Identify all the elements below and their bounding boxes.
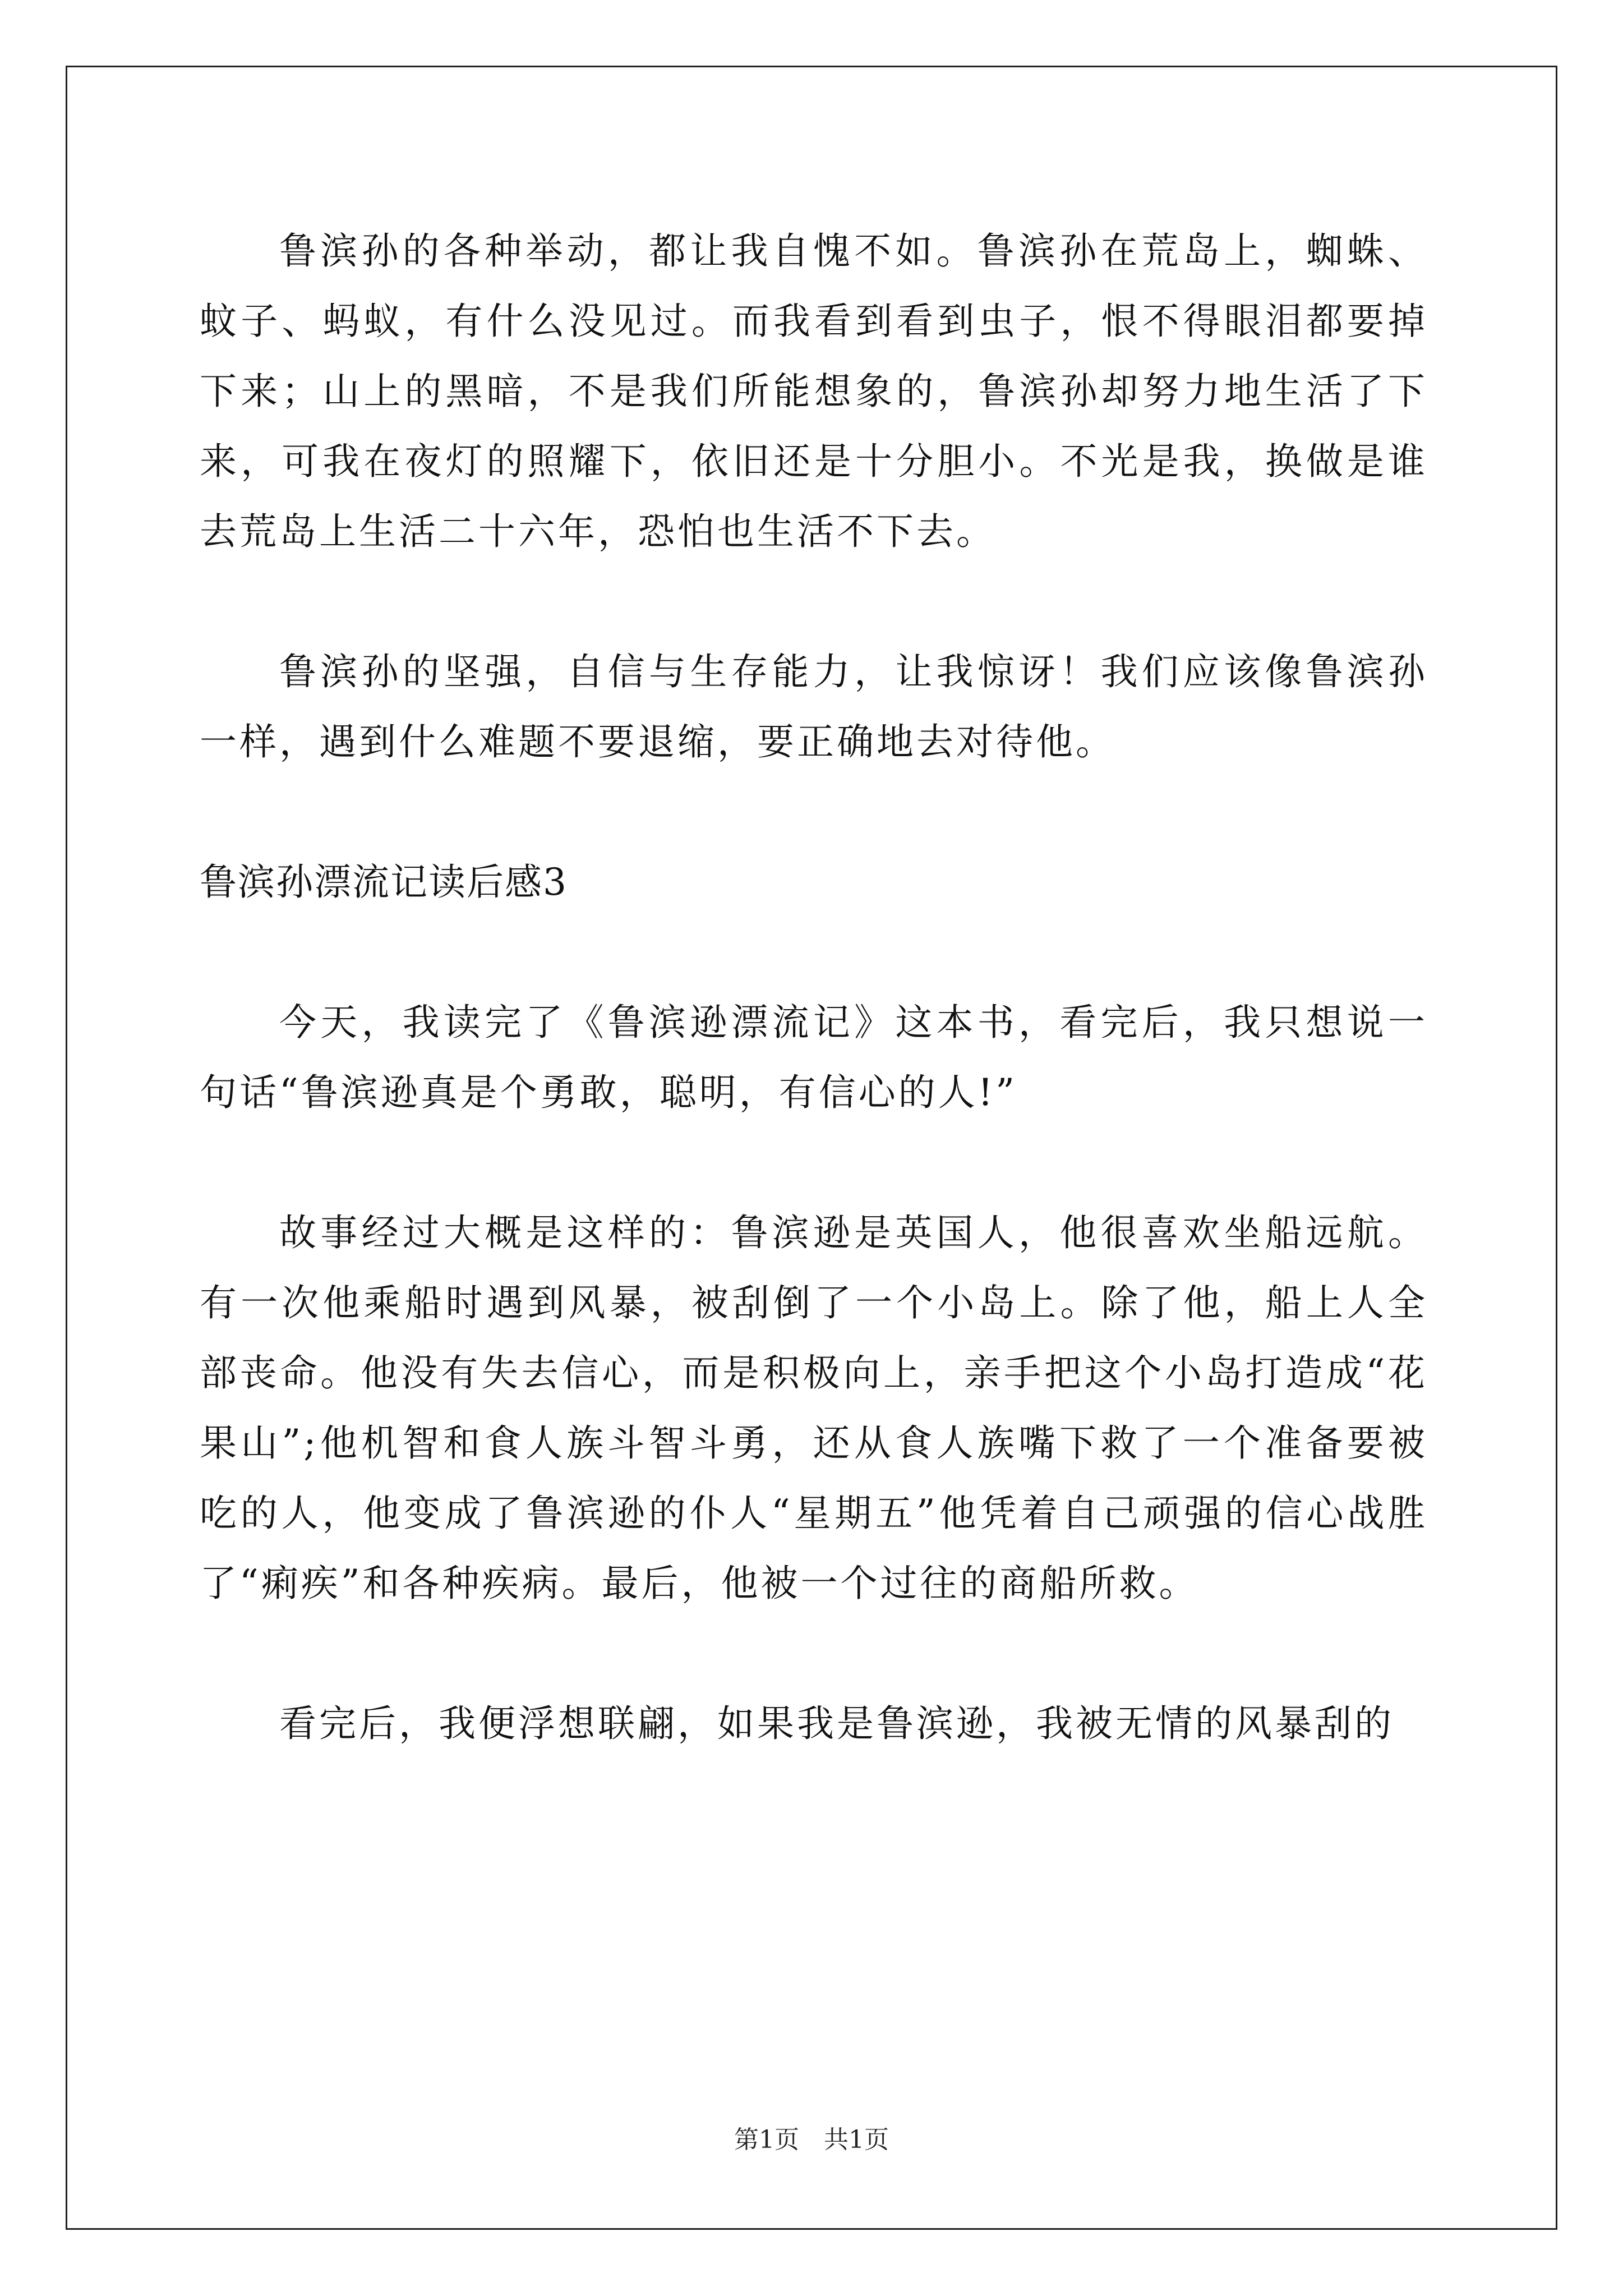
paragraph: 故事经过大概是这样的：鲁滨逊是英国人，他很喜欢坐船远航。有一次他乘船时遇到风暴，被刮倒了一个小岛上。除了他，船上人全部丧命。他没有失去信心，而是积极向上，亲手把这个小岛打造成“花果山”;他机智和食人族斗智斗勇，还从食人族嘴下救了一个准备要被吃的人，他变成了鲁滨逊的仆人“星期五”他凭着自己顽强的信心战胜了“痢疾”和各种疾病。最后，他被一个过往的商船所救。 [200, 1211, 1428, 1605]
paragraph: 今天，我读完了《鲁滨逊漂流记》这本书，看完后，我只想说一句话“鲁滨逊真是个勇敢，聪明，有信心的人!” [200, 1001, 1428, 1114]
document-body [200, 216, 1428, 1759]
paragraph: 鲁滨孙的各种举动，都让我自愧不如。鲁滨孙在荒岛上，蜘蛛、蚊子、蚂蚁，有什么没见过。而我看到看到虫子，恨不得眼泪都要掉下来；山上的黑暗，不是我们所能想象的，鲁滨孙却努力地生活了下来，可我在夜灯的照耀下，依旧还是十分胆小。不光是我，换做是谁去荒岛上生活二十六年，恐怕也生活不下去。 [200, 229, 1428, 553]
paragraph: 看完后，我便浮想联翩，如果我是鲁滨逊，我被无情的风暴刮的 [279, 1702, 1394, 1745]
paragraph: 鲁滨孙的坚强，自信与生存能力，让我惊讶！我们应该像鲁滨孙一样，遇到什么难题不要退缩，要正确地去对待他。 [200, 650, 1428, 763]
section-heading: 鲁滨孙漂流记读后感3 [200, 861, 568, 904]
page-number: 第1页 共1页 [734, 2125, 889, 2154]
